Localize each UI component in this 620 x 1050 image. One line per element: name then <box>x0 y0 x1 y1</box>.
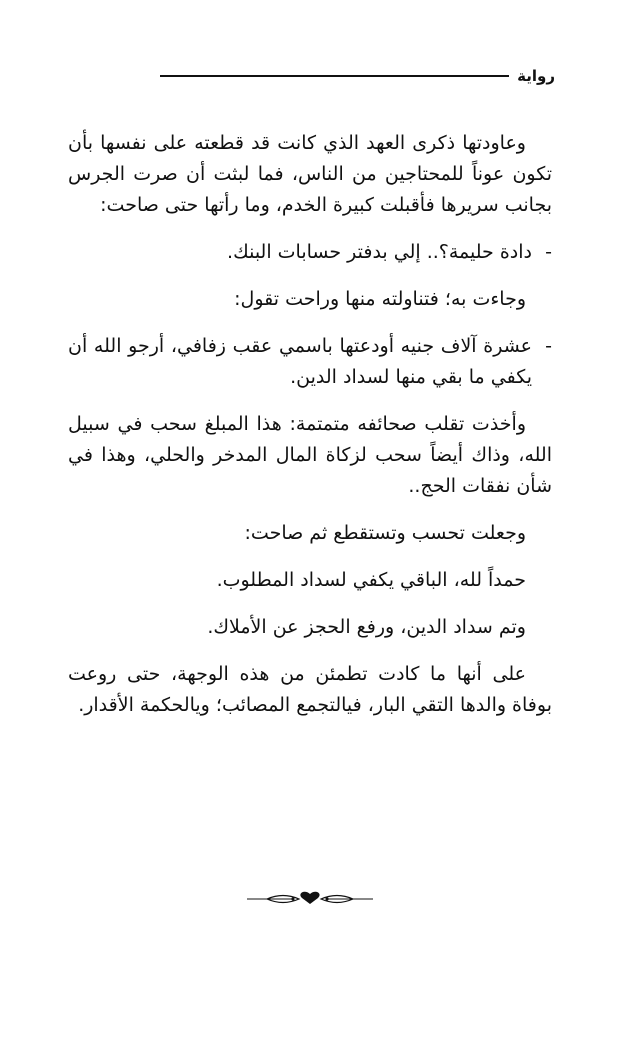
paragraph-pages: وأخذت تقلب صحائفه متمتمة: هذا المبلغ سحب في سبيل الله، وذاك أيضاً سحب لزكاة المال المدخر والحلي، وهذا في شأن نفقات الحج.. <box>68 413 552 497</box>
paragraph-debt-paid: وتم سداد الدين، ورفع الحجز عن الأملاك. <box>207 616 526 638</box>
paragraph-praise: حمداً لله، الباقي يكفي لسداد المطلوب. <box>216 569 526 591</box>
running-header <box>160 62 555 90</box>
dialogue-line-bank-book <box>68 237 552 268</box>
dialogue-dash: - <box>545 241 552 263</box>
paragraph-brought: وجاءت به؛ فتناولته منها وراحت تقول: <box>234 288 526 310</box>
header-rule <box>160 75 509 77</box>
dialogue-text: دادة حليمة؟.. إلي بدفتر حسابات البنك. <box>227 241 532 263</box>
dialogue-line-ten-thousand <box>68 331 552 393</box>
dialogue-dash: - <box>545 335 552 357</box>
dialogue-text: عشرة آلاف جنيه أودعتها باسمي عقب زفافي، أرجو الله أن يكفي ما بقي منها لسداد الدين. <box>68 335 532 388</box>
body-text <box>68 128 552 737</box>
ornament-divider-icon <box>245 888 375 910</box>
paragraph-calculate: وجعلت تحسب وتستقطع ثم صاحت: <box>244 522 526 544</box>
paragraph-memory: وعاودتها ذكرى العهد الذي كانت قد قطعته على نفسها بأن تكون عوناً للمحتاجين من الناس، فما لبثت أن صرت الجرس بجانب سريرها فأقبلت كبيرة الخدم، وما رأتها حتى صاحت: <box>68 132 552 216</box>
paragraph-father-death: على أنها ما كادت تطمئن من هذه الوجهة، حتى روعت بوفاة والدها التقي البار، فيالتجمع المصائب؛ ويالحكمة الأقدار. <box>68 663 552 716</box>
header-title: رواية <box>517 67 555 85</box>
